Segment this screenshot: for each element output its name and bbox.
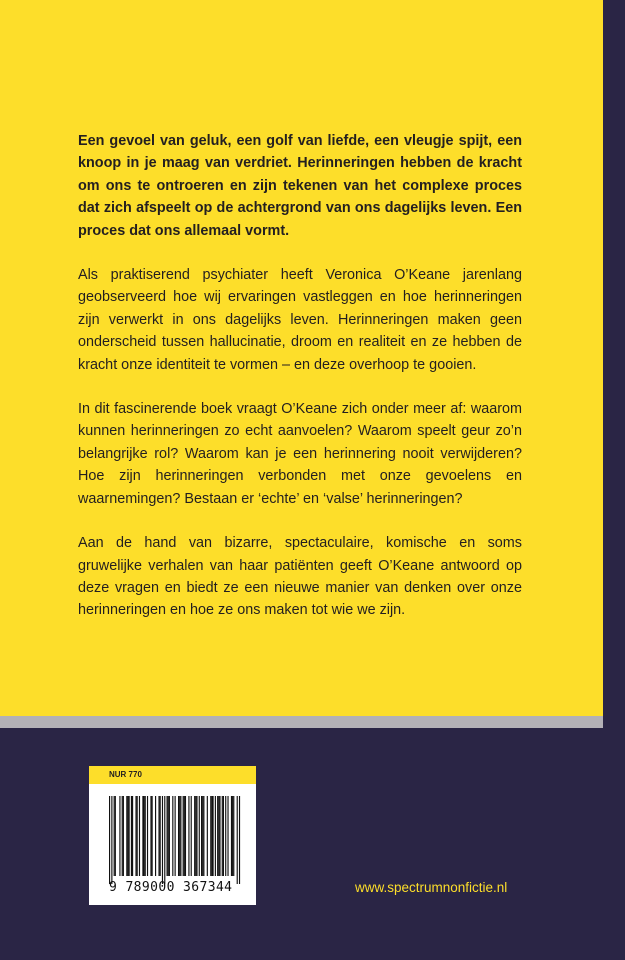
barcode-bar xyxy=(109,796,110,884)
barcode-bar xyxy=(202,796,203,876)
barcode-bar xyxy=(178,796,179,876)
barcode-bar xyxy=(111,796,112,884)
barcode-bar xyxy=(119,796,120,876)
barcode-bar xyxy=(152,796,153,876)
barcode-bar xyxy=(219,796,220,876)
barcode-bar xyxy=(227,796,228,876)
barcode-bar xyxy=(203,796,204,876)
barcode-bar xyxy=(239,796,240,884)
barcode-bar xyxy=(150,796,151,876)
barcode-bar xyxy=(195,796,196,876)
barcode-bar xyxy=(183,796,184,876)
barcode-bar xyxy=(132,796,133,876)
barcode-bar xyxy=(168,796,169,876)
barcode-bar xyxy=(196,796,197,876)
barcode-bar xyxy=(160,796,161,876)
body-paragraph-3: In dit fascinerende boek vraagt O’Keane zich onder meer af: waarom kunnen herinneringen zo echt aanvoelen? Waarom speelt geur zo’n belangrijke rol? Waarom kan je een herinnering nooit verwijderen? Hoe zijn herinneringen verbonden met onze gevoelens en waarnemingen? Bestaan er ‘echte’ en ‘valse’ herinneringen? xyxy=(78,401,522,507)
barcode-bar xyxy=(188,796,189,876)
barcode-bar xyxy=(135,796,136,876)
barcode-bar xyxy=(232,796,233,876)
barcode-bar xyxy=(162,796,163,884)
barcode-bar xyxy=(142,796,143,876)
barcode-bar xyxy=(144,796,145,876)
barcode-bar xyxy=(207,796,208,876)
barcode-bar xyxy=(164,796,165,884)
barcode xyxy=(89,784,256,905)
barcode-bar xyxy=(215,796,216,876)
lead-paragraph: Een gevoel van geluk, een golf van liefde, een vleugje spijt, een knoop in je maag van verdriet. Herinneringen hebben de kracht om ons te ontroeren en zijn tekenen van het complexe proces dat zich afspeelt op de achtergrond van ons dagelijks leven. Een proces dat ons allemaal vormt. xyxy=(78,133,522,239)
barcode-bar xyxy=(122,796,123,876)
barcode-bar xyxy=(185,796,186,876)
barcode-bar xyxy=(131,796,132,876)
barcode-bar xyxy=(211,796,212,876)
barcode-bar xyxy=(233,796,234,876)
barcode-bar xyxy=(175,796,176,876)
barcode-bar xyxy=(147,796,148,876)
body-paragraph-2: Als praktiserend psychiater heeft Veronica O’Keane jarenlang geobserveerd hoe wij ervaringen vastleggen en hoe herinneringen zijn verwerkt in ons dagelijks leven. Herinneringen maken geen onderscheid tussen hallucinatie, droom en realiteit en ze hebben de kracht onze identiteit te vormen – en deze overhoop te gooien. xyxy=(78,267,522,373)
barcode-bar xyxy=(137,796,138,876)
barcode-bar xyxy=(172,796,173,876)
barcode-bar xyxy=(213,796,214,876)
barcode-bar xyxy=(184,796,185,876)
barcode-bar xyxy=(223,796,224,876)
barcode-bar xyxy=(180,796,181,876)
barcode-bar xyxy=(167,796,168,876)
blurb-text xyxy=(78,130,522,644)
barcode-bar xyxy=(155,796,156,876)
barcode-bar xyxy=(222,796,223,876)
nur-label: NUR 770 xyxy=(89,766,256,784)
barcode-bar xyxy=(114,796,115,876)
body-paragraph-4: Aan de hand van bizarre, spectaculaire, komische en soms gruwelijke verhalen van haar patiënten geeft O’Keane antwoord op deze vragen en biedt ze een nieuwe manier van denken over onze herinneringen en hoe ze ons maken tot wie we zijn. xyxy=(78,535,522,619)
barcode-bar xyxy=(145,796,146,876)
barcode-bar xyxy=(158,796,159,876)
barcode-bar xyxy=(199,796,200,876)
barcode-bar xyxy=(127,796,128,876)
barcode-bar xyxy=(237,796,238,884)
barcode-bar xyxy=(123,796,124,876)
barcode-bar xyxy=(210,796,211,876)
barcode-bar xyxy=(194,796,195,876)
barcode-bar xyxy=(231,796,232,876)
divider-strip xyxy=(0,716,603,728)
barcode-bar xyxy=(218,796,219,876)
barcode-bar xyxy=(139,796,140,876)
barcode-bar xyxy=(115,796,116,876)
barcode-bar xyxy=(129,796,130,876)
publisher-website[interactable]: www.spectrumnonfictie.nl xyxy=(355,880,508,895)
barcode-bar xyxy=(126,796,127,876)
barcode-bar xyxy=(191,796,192,876)
isbn-number: 9 789000 367344 xyxy=(109,880,233,895)
barcode-bar xyxy=(201,796,202,876)
barcode-bar xyxy=(179,796,180,876)
barcode-bar xyxy=(169,796,170,876)
barcode-bar xyxy=(225,796,226,876)
barcode-bar xyxy=(217,796,218,876)
